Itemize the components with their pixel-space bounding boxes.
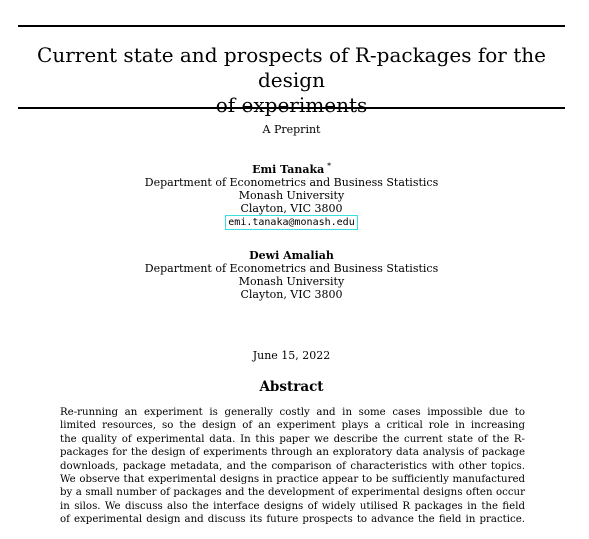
author-1-name: Emi Tanaka: [252, 163, 325, 176]
abstract-line: We observe that experimental designs in practice appear to be sufficiently manufactured: [60, 474, 525, 486]
author-1-university: Monash University: [238, 189, 345, 202]
author-1-email-link[interactable]: emi.tanaka@monash.edu: [225, 215, 357, 230]
author-1-name-line: [18, 163, 565, 176]
author-2-name: Dewi Amaliah: [249, 249, 334, 262]
author-2-university: Monash University: [238, 275, 345, 288]
author-1-footnote-mark: *: [327, 161, 331, 171]
paper-title-line-2: of experiments: [215, 93, 368, 117]
paper-date: June 15, 2022: [252, 349, 331, 362]
abstract-line: packages for the design of experiments through an exploratory data analysis of package: [60, 447, 525, 459]
title-top-rule: [18, 25, 565, 27]
author-1-location: Clayton, VIC 3800: [240, 202, 343, 215]
author-1-department: Department of Econometrics and Business Statistics: [144, 176, 439, 189]
author-2-location: Clayton, VIC 3800: [240, 288, 343, 301]
abstract-line: downloads, package metadata, and the comparison of characteristics with other topics.: [60, 460, 525, 472]
abstract-line: in silos. We discuss also the interface designs of widely utilised R packages in the field: [60, 500, 525, 512]
author-1-email-line: [18, 215, 565, 230]
preprint-label: A Preprint: [262, 123, 321, 136]
abstract-heading: Abstract: [259, 379, 324, 395]
paper-title-line-1: Current state and prospects of R-packages for the design: [37, 43, 546, 92]
abstract-line: of experimental design and discuss its future prospects to advance the field in practice.: [60, 514, 525, 526]
abstract-body: [60, 406, 525, 527]
abstract-line: limited resources, so the design of an experiment plays a critical role in increasing: [60, 420, 525, 432]
abstract-line: Re-running an experiment is generally costly and in some cases impossible due to: [60, 407, 525, 418]
author-2-department: Department of Econometrics and Business Statistics: [144, 262, 439, 275]
abstract-line: by a small number of packages and the development of experimental designs often occur: [60, 487, 525, 499]
abstract-line: the quality of experimental data. In this paper we describe the current state of the R-: [60, 433, 525, 445]
title-bottom-rule: [18, 107, 565, 109]
